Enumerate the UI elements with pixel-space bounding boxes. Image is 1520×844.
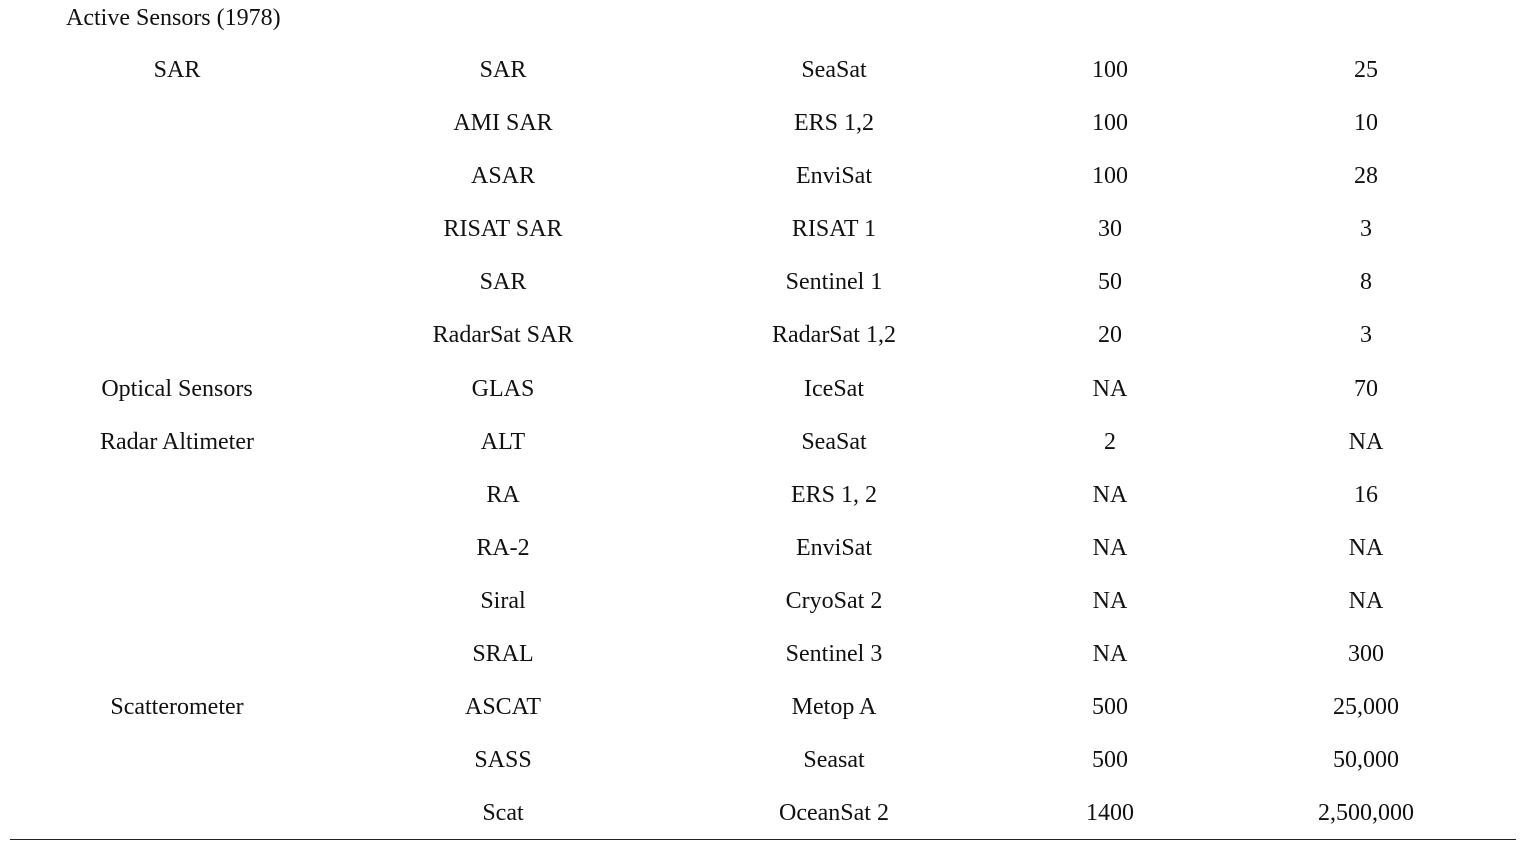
satellite-cell: ERS 1, 2	[790, 481, 877, 508]
instrument-cell: RA-2	[476, 534, 530, 561]
table-row	[0, 203, 1520, 256]
value-b-cell: 25	[1354, 57, 1378, 83]
instrument-cell: SRAL	[472, 641, 534, 668]
value-a-cell: 30	[1098, 216, 1122, 243]
table-bottom-rule	[10, 839, 1516, 840]
value-a-cell: 100	[1092, 57, 1128, 83]
table-row	[0, 681, 1520, 734]
value-b-cell: 2,500,000	[1318, 800, 1414, 827]
satellite-cell: Metop A	[791, 694, 877, 721]
table-row	[0, 309, 1520, 362]
table-row	[0, 256, 1520, 309]
table-row	[0, 787, 1520, 840]
instrument-cell: SAR	[479, 57, 527, 83]
sensor-category-cell	[57, 734, 297, 787]
value-a-cell: 100	[1092, 163, 1128, 190]
value-a-cell: NA	[1092, 375, 1128, 402]
value-b-cell: NA	[1348, 587, 1384, 614]
satellite-cell: EnviSat	[796, 534, 872, 561]
instrument-cell: ASAR	[470, 163, 536, 190]
sensor-category-cell: Scatterometer	[110, 694, 244, 721]
value-b-cell: 3	[1360, 322, 1372, 349]
sensor-category-cell	[57, 787, 297, 840]
satellite-cell: ERS 1,2	[793, 110, 874, 137]
value-a-cell: 50	[1098, 269, 1122, 296]
satellite-cell: SeaSat	[801, 57, 867, 83]
instrument-cell: RISAT SAR	[443, 216, 563, 243]
table-row	[0, 44, 1520, 97]
satellite-cell: Sentinel 1	[785, 269, 883, 296]
sensor-category-cell: Radar Altimeter	[100, 428, 254, 455]
satellite-cell: RISAT 1	[791, 216, 877, 243]
value-a-cell: NA	[1092, 587, 1128, 614]
instrument-cell: SASS	[474, 747, 532, 774]
table-row	[0, 734, 1520, 787]
value-b-cell: NA	[1348, 534, 1384, 561]
value-b-cell: 300	[1348, 641, 1384, 668]
value-b-cell: 28	[1354, 163, 1378, 190]
sensor-category-cell	[57, 575, 297, 628]
instrument-cell: AMI SAR	[453, 110, 553, 137]
sensor-table	[0, 44, 1520, 840]
value-b-cell: 8	[1360, 269, 1372, 296]
sensor-category-cell	[57, 97, 297, 150]
table-row	[0, 150, 1520, 203]
satellite-cell: Seasat	[803, 747, 865, 774]
satellite-cell: CryoSat 2	[785, 587, 883, 614]
value-a-cell: 1400	[1086, 800, 1134, 827]
value-a-cell: 20	[1098, 322, 1122, 349]
section-heading: Active Sensors (1978)	[66, 5, 281, 31]
value-b-cell: 70	[1354, 375, 1378, 402]
satellite-cell: SeaSat	[801, 428, 867, 455]
value-b-cell: 25,000	[1333, 694, 1399, 721]
sensor-category-cell	[57, 309, 297, 362]
value-b-cell: NA	[1348, 428, 1384, 455]
satellite-cell: EnviSat	[796, 163, 872, 190]
table-row	[0, 628, 1520, 681]
value-b-cell: 50,000	[1333, 747, 1399, 774]
value-a-cell: 500	[1092, 694, 1128, 721]
instrument-cell: ALT	[480, 428, 526, 455]
sensor-category-cell	[57, 628, 297, 681]
value-a-cell: 100	[1092, 110, 1128, 137]
instrument-cell: Scat	[482, 800, 524, 827]
table-row	[0, 97, 1520, 150]
value-b-cell: 3	[1360, 216, 1372, 243]
value-a-cell: NA	[1092, 481, 1128, 508]
sensor-category-cell	[57, 203, 297, 256]
value-a-cell: 2	[1104, 428, 1116, 455]
instrument-cell: Siral	[480, 587, 526, 614]
sensor-category-cell: SAR	[153, 57, 201, 83]
value-a-cell: NA	[1092, 641, 1128, 668]
instrument-cell: RadarSat SAR	[432, 322, 574, 349]
sensor-category-cell	[57, 256, 297, 309]
value-a-cell: 500	[1092, 747, 1128, 774]
instrument-cell: SAR	[479, 269, 527, 296]
sensor-category-cell	[57, 469, 297, 522]
value-a-cell: NA	[1092, 534, 1128, 561]
table-row	[0, 469, 1520, 522]
instrument-cell: RA	[486, 481, 520, 508]
sensor-category-cell	[57, 150, 297, 203]
table-row	[0, 363, 1520, 416]
instrument-cell: ASCAT	[464, 694, 542, 721]
instrument-cell: GLAS	[471, 375, 535, 402]
table-row	[0, 416, 1520, 469]
table-row	[0, 522, 1520, 575]
value-b-cell: 16	[1354, 481, 1378, 508]
satellite-cell: IceSat	[804, 375, 864, 402]
sensor-category-cell: Optical Sensors	[101, 375, 253, 402]
satellite-cell: Sentinel 3	[785, 641, 883, 668]
satellite-cell: RadarSat 1,2	[772, 322, 896, 349]
table-row	[0, 575, 1520, 628]
satellite-cell: OceanSat 2	[779, 800, 889, 827]
value-b-cell: 10	[1354, 110, 1378, 137]
sensor-category-cell	[57, 522, 297, 575]
